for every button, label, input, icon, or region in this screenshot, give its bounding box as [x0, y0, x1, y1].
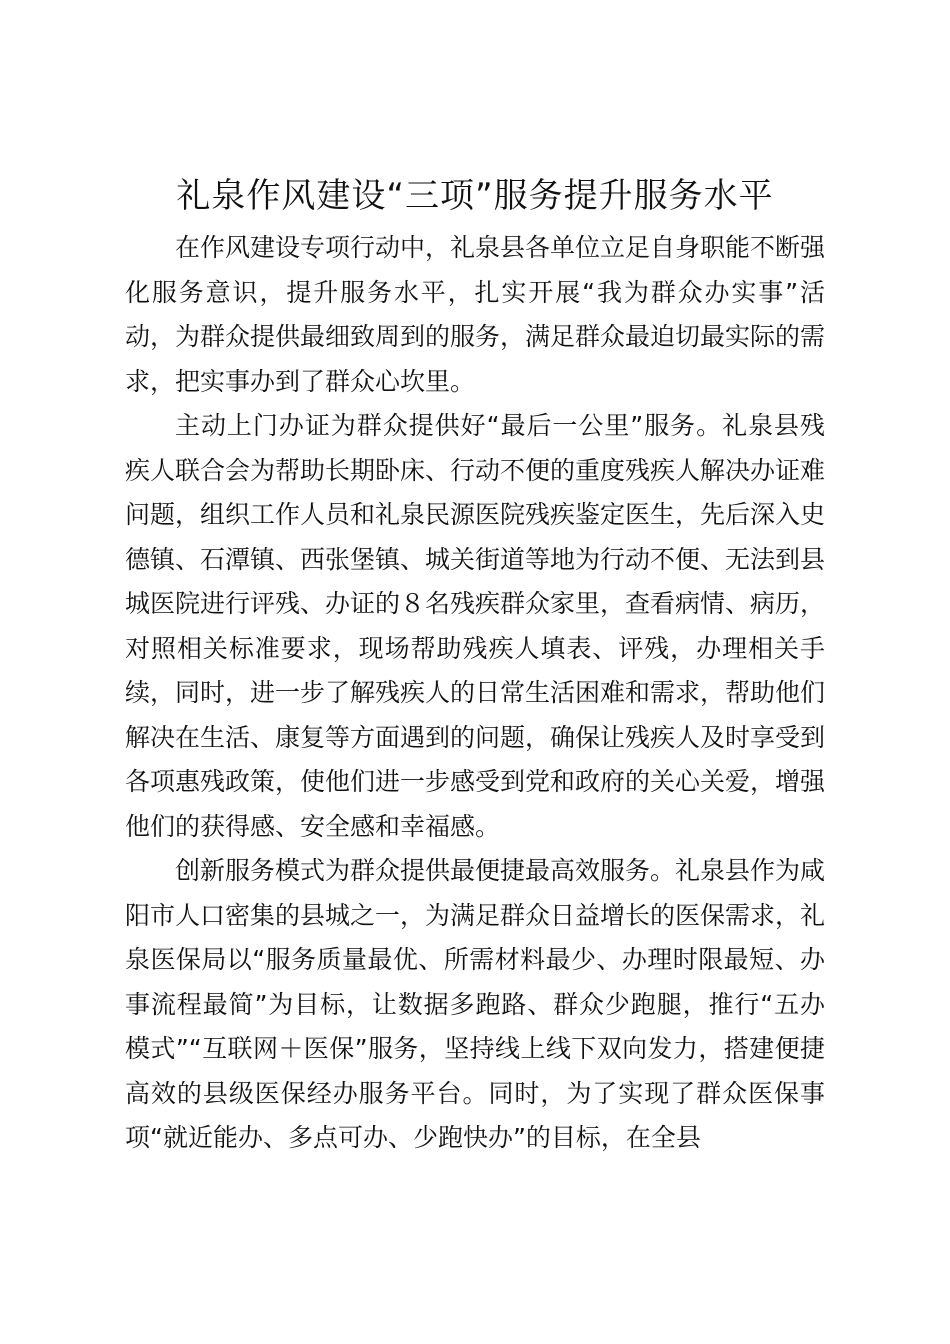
document-title: 礼泉作风建设“三项”服务提升服务水平 — [176, 176, 774, 216]
paragraph-intro: 在作风建设专项行动中，礼泉县各单位立足自身职能不断强化服务意识，提升服务水平，扎实开展“我为群众办实事”活动，为群众提供最细致周到的服务，满足群众最迫切最实际的需求，把实事办到了群众心坎里。 — [125, 233, 826, 396]
paragraph-disability-service: 主动上门办证为群众提供好“最后一公里”服务。礼泉县残疾人联合会为帮助长期卧床、行动不便的重度残疾人解决办证难问题，组织工作人员和礼泉民源医院残疾鉴定医生，先后深入史德镇、石潭镇、西张堡镇、城关街道等地为行动不便、无法到县城医院进行评残、办证的８名残疾群众家里，查看病情、病历，对照相关标准要求，现场帮助残疾人填表、评残，办理相关手续，同时，进一步了解残疾人的日常生活困难和需求，帮助他们解决在生活、康复等方面遇到的问题，确保让残疾人及时享受到各项惠残政策，使他们进一步感受到党和政府的关心关爱，增强他们的获得感、安全感和幸福感。 — [125, 411, 826, 841]
document-body — [125, 226, 825, 1161]
paragraph-medical-insurance: 创新服务模式为群众提供最便捷最高效服务。礼泉县作为咸阳市人口密集的县城之一，为满足群众日益增长的医保需求，礼泉医保局以“服务质量最优、所需材料最少、办理时限最短、办事流程最简”为目标，让数据多跑路、群众少跑腿，推行“五办模式”“互联网＋医保”服务，坚持线上线下双向发力，搭建便捷高效的县级医保经办服务平台。同时，为了实现了群众医保事项“就近能办、多点可办、少跑快办”的目标，在全县 — [125, 856, 826, 1152]
